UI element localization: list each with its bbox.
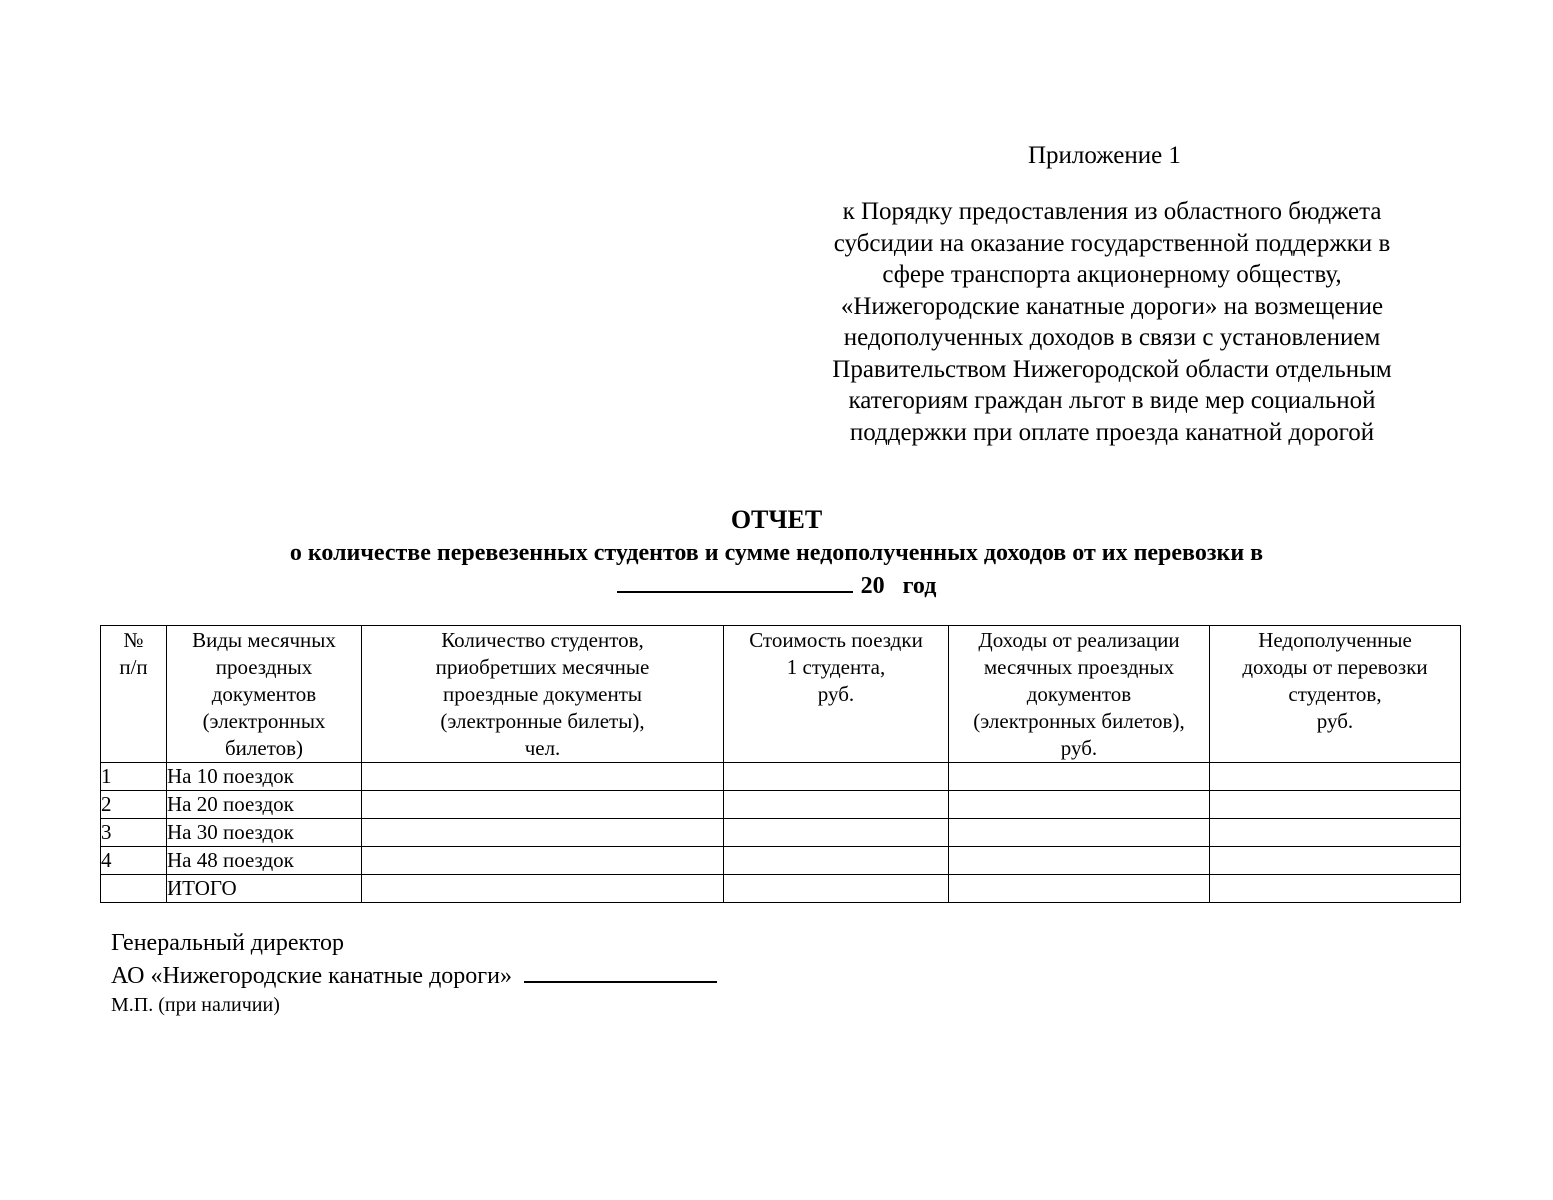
cell-trip-cost: [724, 791, 949, 819]
report-title: ОТЧЕТ: [730, 505, 823, 534]
header-student-count: Количество студентов, приобретших месячные проездные документы (электронные билеты), чел.: [362, 626, 724, 763]
cell-student-count: [362, 763, 724, 791]
cell-revenue: [949, 875, 1210, 903]
cell-lost-income: [1210, 847, 1461, 875]
header-trip-cost: Стоимость поездки 1 студента, руб.: [724, 626, 949, 763]
header-number: № п/п: [101, 626, 167, 763]
cell-student-count: [362, 791, 724, 819]
row-ticket-type: На 20 поездок: [167, 791, 362, 819]
appendix-subtitle: [790, 196, 1434, 448]
cell-revenue: [949, 847, 1210, 875]
table-row: [101, 847, 1461, 875]
row-number: 4: [101, 847, 167, 875]
cell-student-count: [362, 819, 724, 847]
cell-trip-cost: [724, 847, 949, 875]
row-ticket-type: На 48 поездок: [167, 847, 362, 875]
table-row: [101, 763, 1461, 791]
cell-student-count: [362, 875, 724, 903]
cell-revenue: [949, 791, 1210, 819]
cell-trip-cost: [724, 875, 949, 903]
row-ticket-type: На 30 поездок: [167, 819, 362, 847]
row-number: [101, 875, 167, 903]
header-revenue: Доходы от реализации месячных проездных документов (электронных билетов), руб.: [949, 626, 1210, 763]
cell-lost-income: [1210, 791, 1461, 819]
stamp-note: М.П. (при наличии): [111, 994, 280, 1016]
signature-blank-line: [524, 961, 717, 983]
row-ticket-type: На 10 поездок: [167, 763, 362, 791]
cell-trip-cost: [724, 819, 949, 847]
report-table: [100, 625, 1461, 903]
table-total-row: [101, 875, 1461, 903]
table-row: [101, 819, 1461, 847]
appendix-title: Приложение 1: [1028, 142, 1181, 169]
row-number: 1: [101, 763, 167, 791]
year-suffix: год: [902, 573, 937, 599]
signatory-organization-line: [111, 960, 717, 993]
appendix-line: Правительством Нижегородской области отдельным: [832, 355, 1392, 383]
signatory-organization: АО «Нижегородские канатные дороги»: [111, 963, 512, 989]
table-row: [101, 791, 1461, 819]
appendix-line: недополученных доходов в связи с установлением: [843, 324, 1381, 351]
cell-trip-cost: [724, 763, 949, 791]
year-prefix: 20: [860, 573, 885, 599]
appendix-line: поддержки при оплате проезда канатной дорогой: [849, 418, 1375, 446]
appendix-line: категориям граждан льгот в виде мер социальной: [848, 387, 1376, 414]
appendix-line: к Порядку предоставления из областного бюджета: [842, 198, 1382, 225]
row-total-label: ИТОГО: [167, 875, 362, 903]
period-blank-line: [617, 569, 853, 593]
signature-block: [111, 927, 717, 993]
row-number: 3: [101, 819, 167, 847]
cell-revenue: [949, 819, 1210, 847]
cell-student-count: [362, 847, 724, 875]
report-subtitle: о количестве перевезенных студентов и сумме недополученных доходов от их перевозки в: [289, 540, 1264, 566]
cell-lost-income: [1210, 819, 1461, 847]
signatory-position: Генеральный директор: [111, 930, 345, 956]
appendix-line: субсидии на оказание государственной поддержки в: [833, 229, 1391, 257]
header-lost-income: Недополученные доходы от перевозки студентов, руб.: [1210, 626, 1461, 763]
appendix-line: «Нижегородские канатные дороги» на возмещение: [840, 292, 1384, 320]
report-period: [0, 569, 1553, 601]
row-number: 2: [101, 791, 167, 819]
cell-lost-income: [1210, 763, 1461, 791]
cell-revenue: [949, 763, 1210, 791]
appendix-line: сфере транспорта акционерному обществу,: [882, 261, 1342, 288]
cell-lost-income: [1210, 875, 1461, 903]
header-ticket-type: Виды месячных проездных документов (электронных билетов): [167, 626, 362, 763]
table-header-row: [101, 626, 1461, 763]
